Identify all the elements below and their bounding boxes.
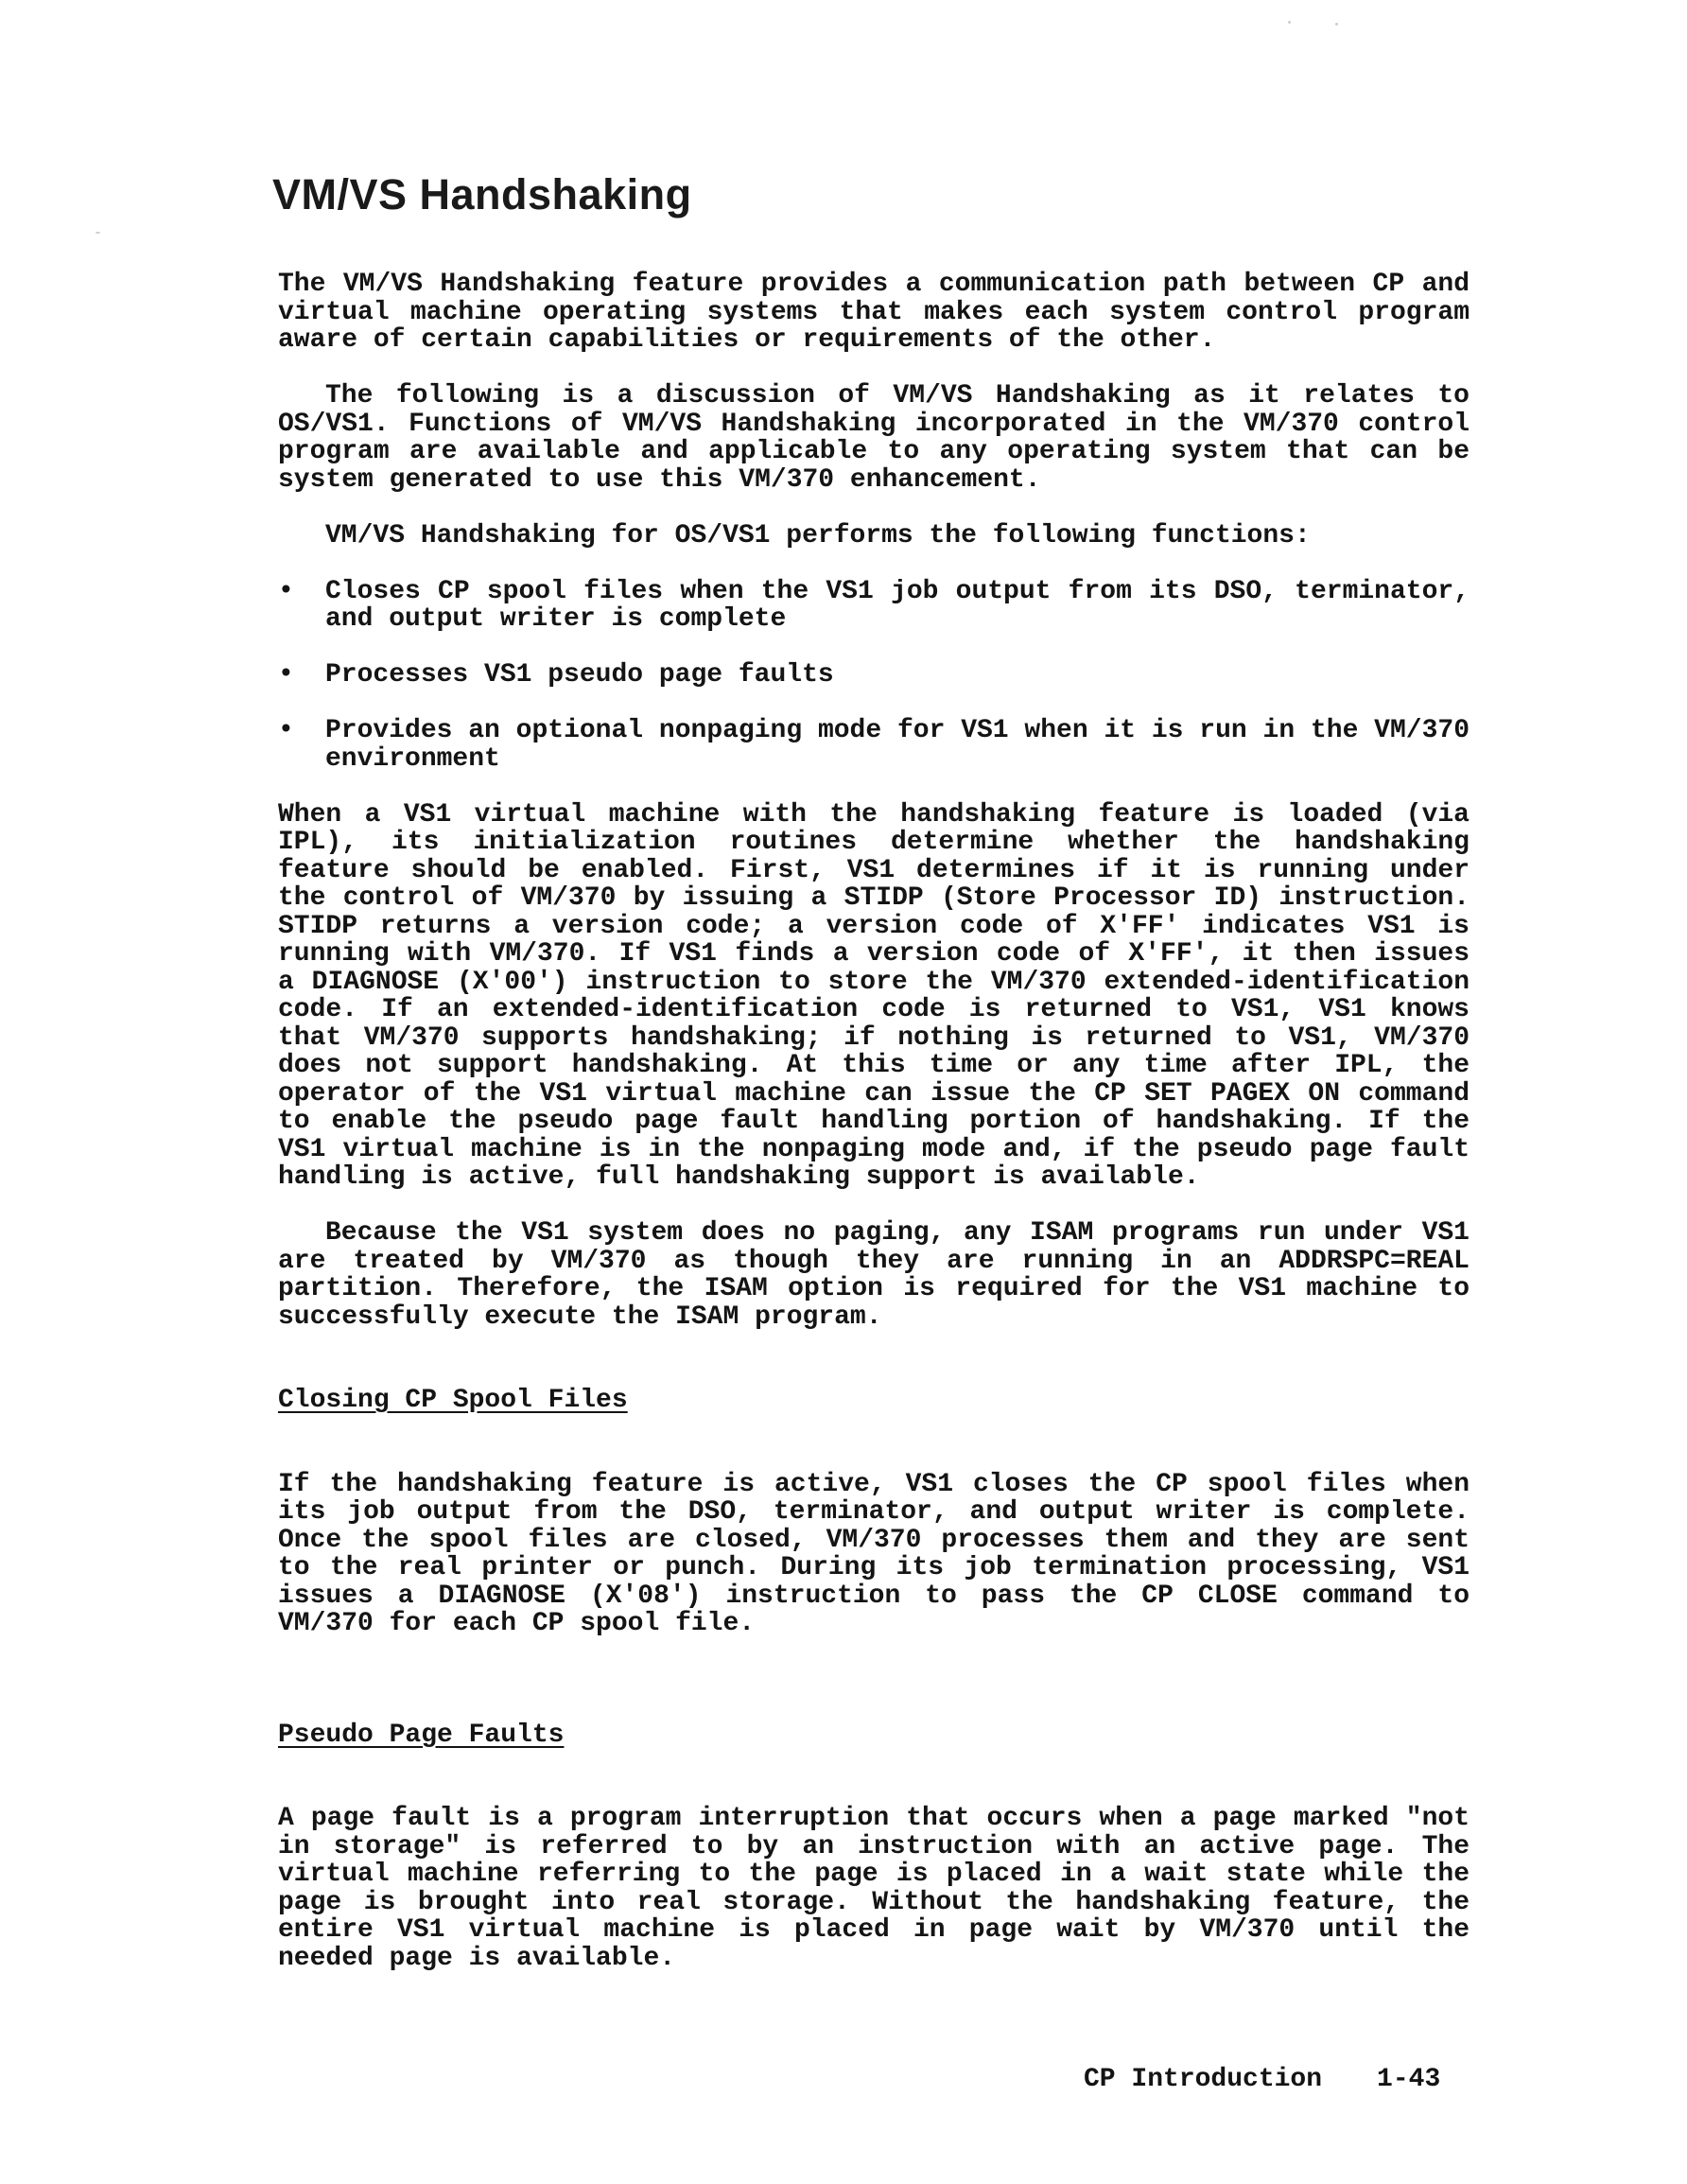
page-number: 1-43 (1377, 2065, 1441, 2094)
list-item-text: Provides an optional nonpaging mode for VS1 when it is run in the VM/370 environment (325, 716, 1470, 774)
discussion-paragraph: The following is a discussion of VM/VS Handshaking as it relates to OS/VS1. Functions of VM/VS Handshaking incorporated in the VM/370 control program are available and applicable to any operating system that can be system generated to use this VM/370 enhancement. (278, 381, 1486, 495)
list-item-text: Closes CP spool files when the VS1 job output from its DSO, terminator, and output writer is complete (325, 576, 1470, 634)
section-heading-closing-spool-files: Closing CP Spool Files (278, 1386, 628, 1415)
list-item-text: Processes VS1 pseudo page faults (325, 660, 834, 690)
section-heading-pseudo-page-faults: Pseudo Page Faults (278, 1720, 565, 1750)
isam-paragraph: Because the VS1 system does no paging, any ISAM programs run under VS1 are treated by VM/370 as though they are running in an ADDRSPC=REAL partition. Therefore, the ISAM option is required for the VS1 machine to successfully execute the ISAM program. (278, 1218, 1486, 1332)
bullet-icon: • (278, 716, 294, 745)
closing-spool-files-paragraph: If the handshaking feature is active, VS1 closes the CP spool files when its job output from the DSO, terminator, and output writer is complete. Once the spool files are closed, VM/370 processes them and they are sent to the real printer or punch. During its job termination processing, VS1 issues a DIAGNOSE (X'08') instruction to pass the CP CLOSE command to VM/370 for each CP spool file. (278, 1469, 1486, 1638)
list-item (278, 661, 1470, 690)
scan-speck (1288, 21, 1291, 24)
list-item (278, 717, 1470, 773)
scan-speck (96, 232, 100, 234)
bullet-icon: • (278, 576, 294, 606)
document-body (278, 270, 1486, 2001)
handshaking-detail-paragraph: When a VS1 virtual machine with the handshaking feature is loaded (via IPL), its initialization routines determine whether the handshaking feature should be enabled. First, VS1 determines if it is running under the control of VM/370 by issuing a STIDP (Store Processor ID) instruction. STIDP returns a version code; a version code of X'FF' indicates VS1 is running with VM/370. If VS1 finds a version code of X'FF', it then issues a DIAGNOSE (X'00') instruction to store the VM/370 extended-identification code. If an extended-identification code is returned to VS1, VS1 knows that VM/370 supports handshaking; if nothing is returned to VS1, VM/370 does not support handshaking. At this time or any time after IPL, the operator of the VS1 virtual machine can issue the CP SET PAGEX ON command to enable the pseudo page fault handling portion of handshaking. If the VS1 virtual machine is in the nonpaging mode and, if the pseudo page fault handling is active, full handshaking support is available. (278, 799, 1486, 1192)
page-title: VM/VS Handshaking (272, 170, 692, 218)
pseudo-page-faults-paragraph: A page fault is a program interruption that occurs when a page marked "not in storage" is referred to by an instruction with an active page. The virtual machine referring to the page is placed in a wait state while the page is brought into real storage. Without the handshaking feature, the entire VS1 virtual machine is placed in page wait by VM/370 until the needed page is available. (278, 1804, 1486, 1973)
functions-lead-paragraph: VM/VS Handshaking for OS/VS1 performs the following functions: (325, 520, 1311, 550)
scan-speck (1335, 23, 1338, 26)
bullet-icon: • (278, 660, 294, 690)
footer-section-title: CP Introduction (1084, 2065, 1323, 2094)
functions-list (278, 578, 1470, 774)
page-footer (1084, 2065, 1440, 2094)
intro-paragraph: The VM/VS Handshaking feature provides a communication path between CP and virtual machine operating systems that makes each system control program aware of certain capabilities or requirements of the other. (278, 270, 1486, 355)
list-item (278, 578, 1470, 634)
